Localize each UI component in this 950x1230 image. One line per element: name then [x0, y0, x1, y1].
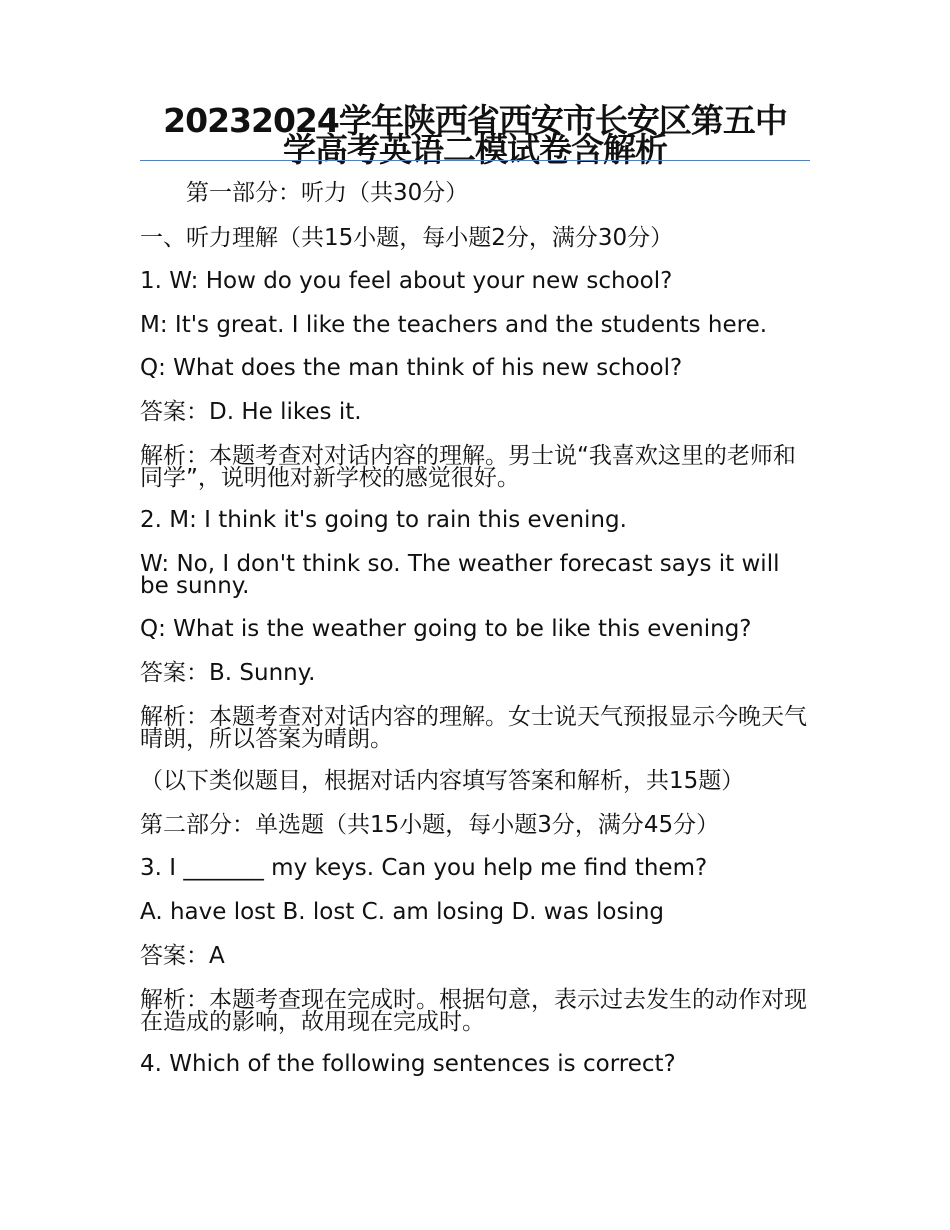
answer-line: 答案：A: [140, 943, 225, 969]
question-line: 2. M: I think it's going to rain this evening.: [140, 507, 627, 533]
section-heading-single-choice: 第二部分：单选题（共15小题，每小题3分，满分45分）: [140, 812, 720, 838]
question-line: 3. I _______ my keys. Can you help me find them?: [140, 855, 708, 881]
question-line: Q: What is the weather going to be like this evening?: [140, 616, 752, 642]
question-line: 4. Which of the following sentences is correct?: [140, 1051, 676, 1077]
explanation-paragraph: 解析：本题考查对对话内容的理解。女士说天气预报显示今晚天气晴朗，所以答案为晴朗。: [140, 704, 807, 752]
answer-line: 答案：D. He likes it.: [140, 399, 362, 425]
section-heading-listening: 第一部分：听力（共30分）: [186, 180, 469, 206]
answer-line: 答案：B. Sunny.: [140, 660, 316, 686]
subsection-heading: 一、听力理解（共15小题，每小题2分，满分30分）: [140, 225, 674, 251]
explanation-paragraph: 解析：本题考查对对话内容的理解。男士说“我喜欢这里的老师和同学”，说明他对新学校的感觉很好。: [140, 443, 796, 491]
title-underline: [140, 160, 810, 161]
question-line: 1. W: How do you feel about your new school?: [140, 268, 673, 294]
document-title: 20232024学年陕西省西安市长安区第五中学高考英语二模试卷含解析: [163, 101, 787, 169]
note-line: （以下类似题目，根据对话内容填写答案和解析，共15题）: [140, 768, 745, 794]
dialogue-line: W: No, I don't think so. The weather forecast says it will be sunny.: [140, 551, 780, 599]
options-line: A. have lost B. lost C. am losing D. was losing: [140, 899, 665, 925]
dialogue-line: M: It's great. I like the teachers and the students here.: [140, 312, 768, 338]
question-line: Q: What does the man think of his new school?: [140, 355, 683, 381]
explanation-paragraph: 解析：本题考查现在完成时。根据句意，表示过去发生的动作对现在造成的影响，故用现在完成时。: [140, 987, 807, 1035]
